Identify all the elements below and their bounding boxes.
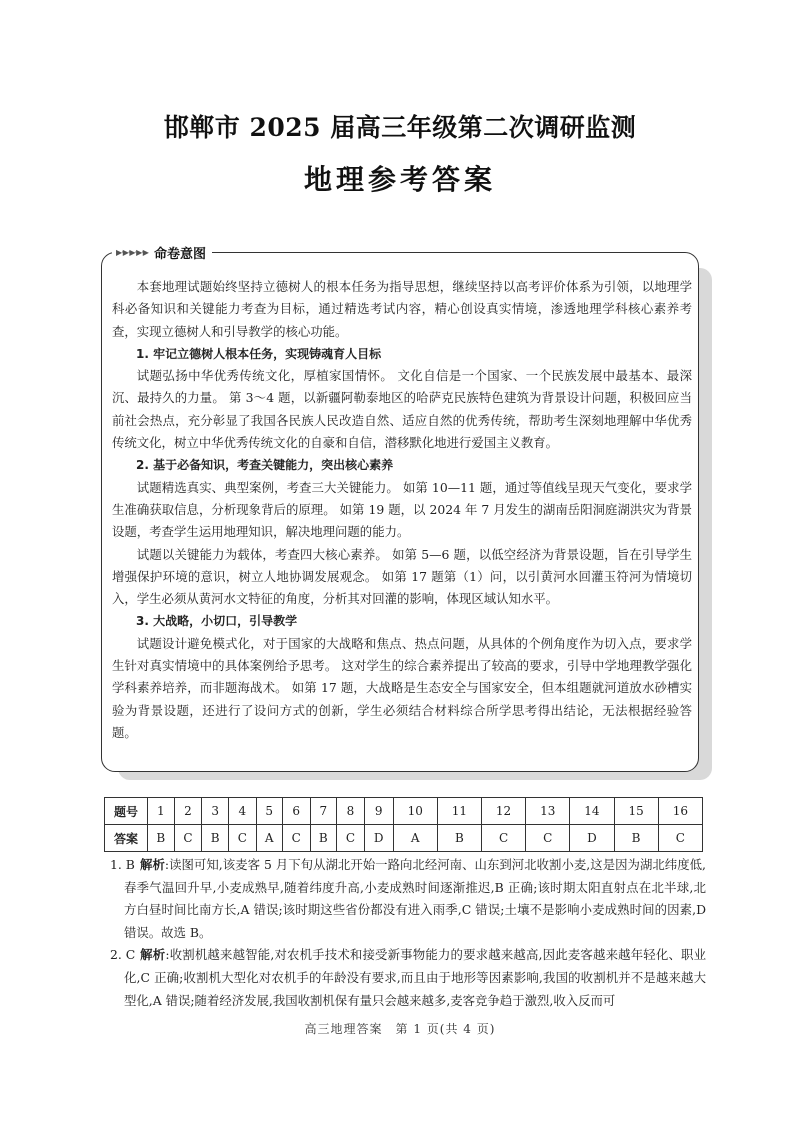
answer-cell: C: [526, 825, 570, 852]
section-heading: 3. 大战略，小切口，引导教学: [136, 614, 298, 629]
answer-cell: B: [202, 825, 229, 852]
explanation-item: [110, 944, 706, 1012]
explanation-text: :收割机越来越智能,对农机手技术和接受新事物能力的要求越来越高,因此麦客越来越年轻化、职业化,C 正确;收割机大型化对农机手的年龄没有要求,而且由于地形等因素影响,我国的收割机并不是越来越大型化,A 错误;随着经济发展,我国收割机保有量只会越来越多,麦客竞争趋于激烈,收入反而可: [124, 947, 706, 1008]
answer-cell: C: [337, 825, 365, 852]
section-paragraph: 试题精选真实、典型案例，考查三大关键能力。 如第 10—11 题，通过等值线呈现天气变化，要求学生准确获取信息，分析现象背后的原理。 如第 19 题，以 2024 年 7 月发生的湖南岳阳洞庭湖洪灾为背景设题，考查学生运用地理知识，解决地理问题的能力。: [112, 479, 692, 540]
question-number-row: [105, 798, 703, 825]
question-number-cell: 8: [337, 798, 365, 825]
answer-cell: C: [658, 825, 702, 852]
answer-cell: D: [364, 825, 393, 852]
answer-cell: D: [570, 825, 614, 852]
answer-cell: B: [437, 825, 481, 852]
row-label-question-number: 题号: [105, 798, 148, 825]
section-heading: 2. 基于必备知识，考查关键能力，突出核心素养: [136, 458, 394, 473]
question-number-cell: 7: [310, 798, 337, 825]
question-number-cell: 14: [570, 798, 614, 825]
answer-cell: B: [614, 825, 658, 852]
row-label-answer: 答案: [105, 825, 148, 852]
answer-row: [105, 825, 703, 852]
explanation-number: 2. C: [110, 947, 136, 963]
answer-cell: A: [393, 825, 437, 852]
explanation-item: [110, 854, 706, 944]
question-number-cell: 12: [481, 798, 525, 825]
answer-cell: C: [174, 825, 202, 852]
question-number-cell: 3: [202, 798, 229, 825]
answer-cell: C: [228, 825, 256, 852]
section-heading: 1. 牢记立德树人根本任务，实现铸魂育人目标: [136, 346, 382, 361]
explanation-tag: 解析: [140, 947, 166, 963]
section-paragraph: 试题以关键能力为载体，考查四大核心素养。 如第 5—6 题，以低空经济为背景设题，旨在引导学生增强保护环境的意识，树立人地协调发展观念。 如第 17 题第（1）问，以引黄河水回灌玉符河为情境切入，学生必须从黄河水文特征的角度，分析其对回灌的影响，体现区域认知水平。: [112, 546, 692, 607]
arrow-decoration-icon: ▶·▶·▶·▶·▶: [116, 247, 148, 257]
question-number-cell: 15: [614, 798, 658, 825]
intent-intro: 本套地理试题始终坚持立德树人的根本任务为指导思想，继续坚持以高考评价体系为引领，以地理学科必备知识和关键能力考查为目标，通过精选考试内容，精心创设真实情境，渗透地理学科核心素养考查，实现立德树人和引导教学的核心功能。: [112, 279, 692, 339]
intent-header: [112, 242, 212, 262]
question-number-cell: 9: [364, 798, 393, 825]
question-number-cell: 2: [174, 798, 202, 825]
intent-body: [112, 276, 692, 744]
question-number-cell: 10: [393, 798, 437, 825]
question-number-cell: 4: [228, 798, 256, 825]
explanations: [110, 854, 706, 1012]
question-number-cell: 5: [256, 798, 282, 825]
question-number-cell: 11: [437, 798, 481, 825]
question-number-cell: 13: [526, 798, 570, 825]
answer-cell: C: [481, 825, 525, 852]
document-subtitle: 地理参考答案: [303, 163, 496, 196]
document-title: 邯郸市 2025 届高三年级第二次调研监测: [163, 113, 637, 142]
question-number-cell: 6: [282, 798, 310, 825]
explanation-tag: 解析: [140, 857, 165, 872]
question-number-cell: 16: [658, 798, 702, 825]
answer-cell: C: [282, 825, 310, 852]
question-number-cell: 1: [148, 798, 175, 825]
intent-label: 命卷意图: [153, 246, 206, 262]
answer-cell: B: [310, 825, 337, 852]
answer-cell: A: [256, 825, 282, 852]
explanation-text: :读图可知,该麦客 5 月下旬从湖北开始一路向北经河南、山东到河北收割小麦,这是因为湖北纬度低,春季气温回升早,小麦成熟早,随着纬度升高,小麦成熟时间逐渐推迟,B 正确;该时期太阳直射点在北半球,北方白昼时间比南方长,A 错误;该时期这些省份都没有进入雨季,C 错误;土壤不是影响小麦成熟时间的因素,D 错误。故选 B。: [124, 857, 706, 940]
section-paragraph: 试题设计避免模式化，对于国家的大战略和焦点、热点问题，从具体的个例角度作为切入点，要求学生针对真实情境中的具体案例给予思考。 这对学生的综合素养提出了较高的要求，引导中学地理教学强化学科素养培养，而非题海战术。 如第 17 题，大战略是生态安全与国家安全，但本组题就河道放水砂槽实验为背景设题，还进行了设问方式的创新，学生必须结合材料综合所学思考得出结论，无法根据经验答题。: [112, 635, 692, 740]
page-footer: 高三地理答案 第 1 页(共 4 页): [304, 1022, 496, 1036]
answer-table: [104, 797, 703, 852]
section-paragraph: 试题弘扬中华优秀传统文化，厚植家国情怀。 文化自信是一个国家、一个民族发展中最基本、最深沉、最持久的力量。 第 3～4 题，以新疆阿勒泰地区的哈萨克民族特色建筑为背景设计问题，积极回应当前社会热点，充分彰显了我国各民族人民改造自然、适应自然的优秀传统，帮助考生深刻地理解中华优秀传统文化，树立中华优秀传统文化的自豪和自信，潜移默化地进行爱国主义教育。: [112, 368, 692, 451]
explanation-number: 1. B: [110, 857, 135, 872]
answer-cell: B: [148, 825, 175, 852]
